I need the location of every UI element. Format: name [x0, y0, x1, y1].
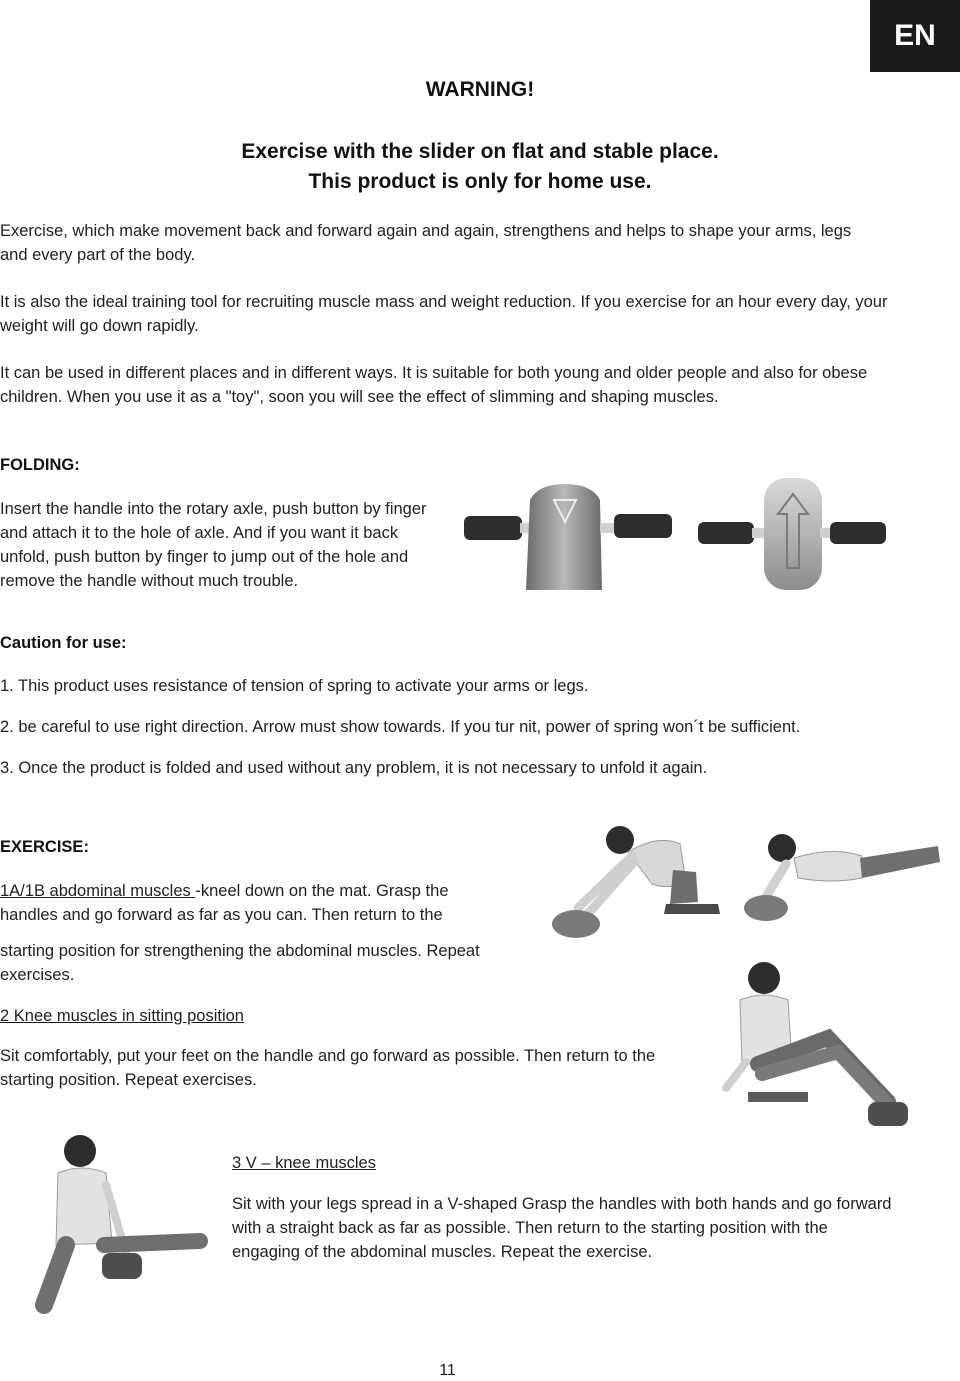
exercise-3-photo	[20, 1125, 225, 1325]
product-folding-illustration	[460, 472, 905, 602]
intro-paragraph-3: It can be used in different places and in different ways. It is suitable for both young and older people and also for obese children. When you use it as a "toy", soon you will see the effect of slimming and shaping muscles.	[0, 364, 868, 406]
exercise-2-title: 2 Knee muscles in sitting position	[0, 1007, 244, 1025]
folding-heading: FOLDING:	[0, 456, 80, 474]
intro-paragraph-2: It is also the ideal training tool for recruiting muscle mass and weight reduction. If you exercise for an hour every day, your weight will go down rapidly.	[0, 293, 888, 335]
exercise-1-title: 1A/1B abdominal muscles	[0, 882, 196, 900]
warning-title: WARNING!	[425, 78, 535, 101]
warning-line-2: This product is only for home use.	[308, 170, 652, 193]
exercise-1-description-a: -kneel down on the mat. Grasp the handles and go forward as far as you can. Then return to the	[0, 882, 449, 924]
exercise-2-text: Sit comfortably, put your feet on the handle and go forward as possible. Then return to the starting position. Repeat exercises.	[0, 1047, 656, 1089]
exercise-1-text	[0, 879, 500, 927]
intro-paragraph-1: Exercise, which make movement back and forward again and again, strengthens and helps to shape your arms, legs and every part of the body.	[0, 222, 852, 264]
exercise-1b-photo	[742, 812, 942, 932]
exercise-heading: EXERCISE:	[0, 838, 89, 856]
exercise-1a-photo	[548, 812, 748, 947]
language-badge: EN	[870, 0, 960, 72]
caution-item-2: 2. be careful to use right direction. Arrow must show towards. If you tur nit, power of spring won´t be sufficient.	[0, 718, 801, 736]
exercise-3-text: Sit with your legs spread in a V-shaped Grasp the handles with both hands and go forward with a straight back as far as possible. Then return to the starting position with the engaging of the abdominal muscles. Repeat the exercise.	[232, 1195, 892, 1261]
caution-heading: Caution for use:	[0, 634, 127, 652]
folding-text: Insert the handle into the rotary axle, push button by finger and attach it to the hole of axle. And if you want it back unfold, push button by finger to jump out of the hole and remove the handle without much trouble.	[0, 500, 427, 590]
page-number: 11	[439, 1362, 456, 1379]
caution-item-3: 3. Once the product is folded and used without any problem, it is not necessary to unfold it again.	[0, 759, 708, 777]
exercise-3-title: 3 V – knee muscles	[232, 1154, 376, 1172]
caution-item-1: 1. This product uses resistance of tension of spring to activate your arms or legs.	[0, 677, 589, 695]
warning-line-1: Exercise with the slider on flat and stable place.	[241, 140, 719, 163]
exercise-1-description-b: starting position for strengthening the abdominal muscles. Repeat exercises.	[0, 942, 480, 984]
exercise-2-photo	[718, 952, 918, 1147]
